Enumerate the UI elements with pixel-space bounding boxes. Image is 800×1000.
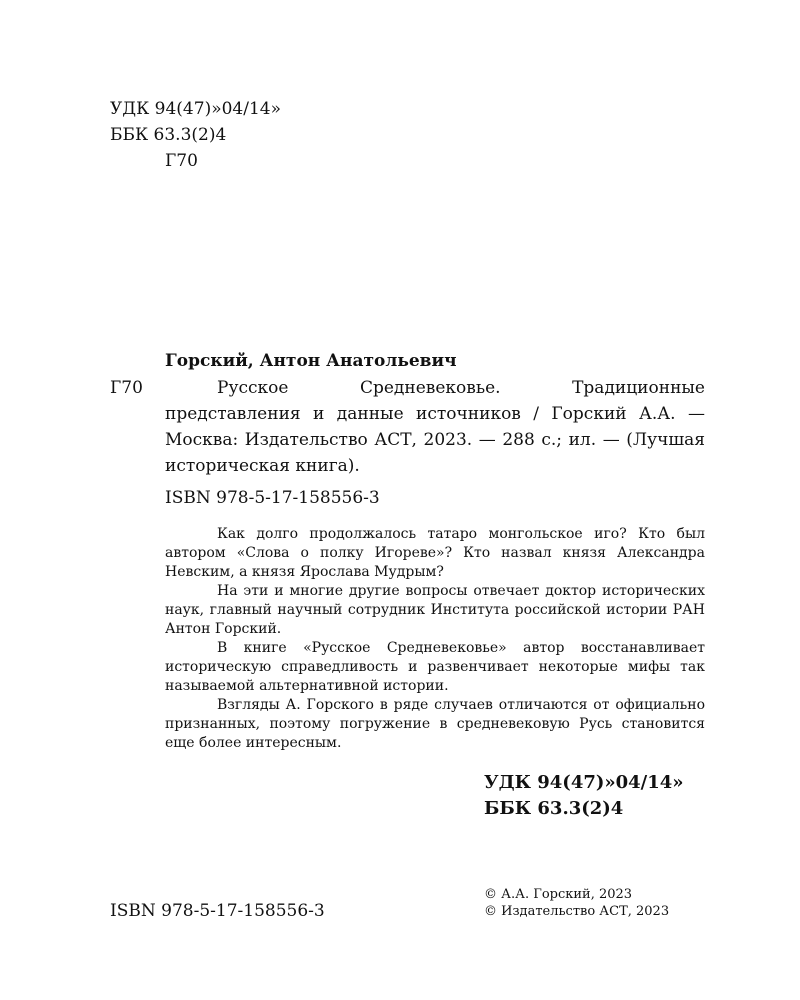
top-bbk: ББК 63.3(2)4 [110, 125, 227, 145]
annotation-paragraph: На эти и многие другие вопросы отвечает доктор исторических наук, главный научный сотрудник Института российской истории РАН Антон Горский. [165, 583, 705, 637]
copyright-publisher: © Издательство АСТ, 2023 [484, 904, 670, 919]
copyright-author: © А.А. Горский, 2023 [484, 887, 633, 902]
record-mark: Г70 [110, 378, 143, 398]
record-description: Русское Средневековье. Традиционные представления и данные источников / Горский А.А. — Москва: Издательство АСТ, 2023. — 288 с.; ил. — (Лучшая историческая книга). [165, 378, 705, 476]
record-isbn: ISBN 978-5-17-158556-3 [165, 488, 380, 508]
annotation-paragraph: Как долго продолжалось татаро монгольское иго? Кто был автором «Слова о полку Игореве»? Кто назвал князя Александра Невским, а князя Ярослава Мудрым? [165, 526, 705, 580]
bottom-bbk: ББК 63.3(2)4 [484, 798, 624, 819]
record-author: Горский, Антон Анатольевич [165, 351, 457, 371]
annotation-paragraph: Взгляды А. Горского в ряде случаев отличаются от официально признанных, поэтому погружение в средневековую Русь становится еще более интересным. [165, 697, 705, 751]
annotation-paragraph: В книге «Русское Средневековье» автор восстанавливает историческую справедливость и развенчивает некоторые мифы так называемой альтернативной истории. [165, 640, 705, 694]
footer-isbn: ISBN 978-5-17-158556-3 [110, 901, 325, 921]
bottom-udk: УДК 94(47)»04/14» [484, 772, 684, 793]
top-author-mark: Г70 [165, 151, 198, 171]
top-udk: УДК 94(47)»04/14» [110, 99, 281, 119]
annotation [165, 525, 705, 753]
